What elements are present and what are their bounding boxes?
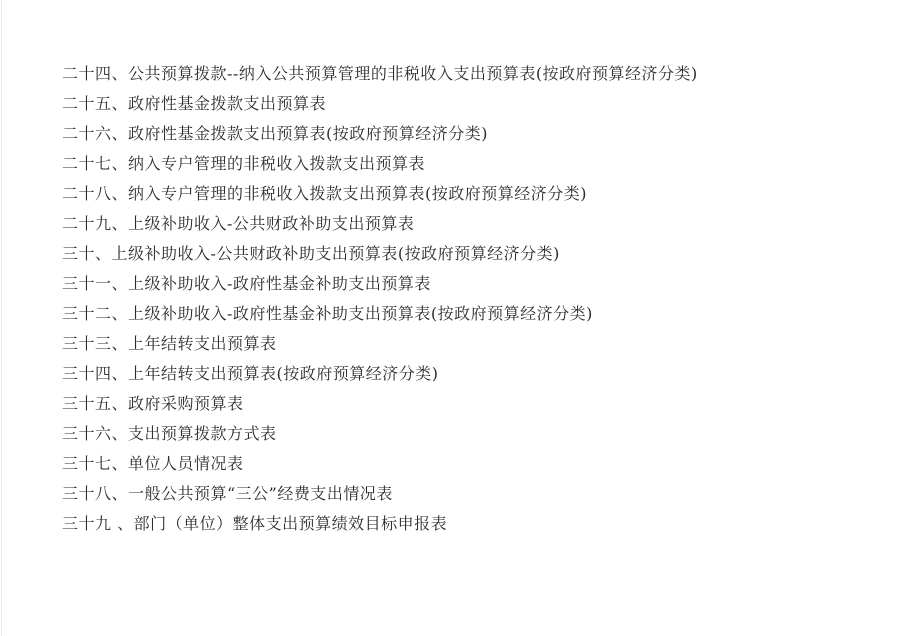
list-item: 三十二、上级补助收入-政府性基金补助支出预算表(按政府预算经济分类) [62,304,593,323]
list-item: 二十五、政府性基金拨款支出预算表 [62,94,327,113]
budget-table-list [62,59,870,539]
list-item: 二十九、上级补助收入-公共财政补助支出预算表 [62,214,415,233]
list-item: 二十七、纳入专户管理的非税收入拨款支出预算表 [62,154,426,173]
list-item: 三十三、上年结转支出预算表 [62,334,277,353]
list-item: 三十五、政府采购预算表 [62,394,244,413]
list-item: 三十、上级补助收入-公共财政补助支出预算表(按政府预算经济分类) [62,244,560,263]
list-item: 二十八、纳入专户管理的非税收入拨款支出预算表(按政府预算经济分类) [62,184,587,203]
list-item: 三十六、支出预算拨款方式表 [62,424,277,443]
list-item: 二十六、政府性基金拨款支出预算表(按政府预算经济分类) [62,124,488,143]
list-item: 三十九 、部门（单位）整体支出预算绩效目标申报表 [62,514,448,533]
list-item: 三十八、一般公共预算“三公”经费支出情况表 [62,484,393,503]
page-left-edge [1,0,2,636]
list-item: 二十四、公共预算拨款--纳入公共预算管理的非税收入支出预算表(按政府预算经济分类) [62,64,698,83]
list-item: 三十七、单位人员情况表 [62,454,244,473]
list-item: 三十四、上年结转支出预算表(按政府预算经济分类) [62,364,439,383]
list-item: 三十一、上级补助收入-政府性基金补助支出预算表 [62,274,431,293]
